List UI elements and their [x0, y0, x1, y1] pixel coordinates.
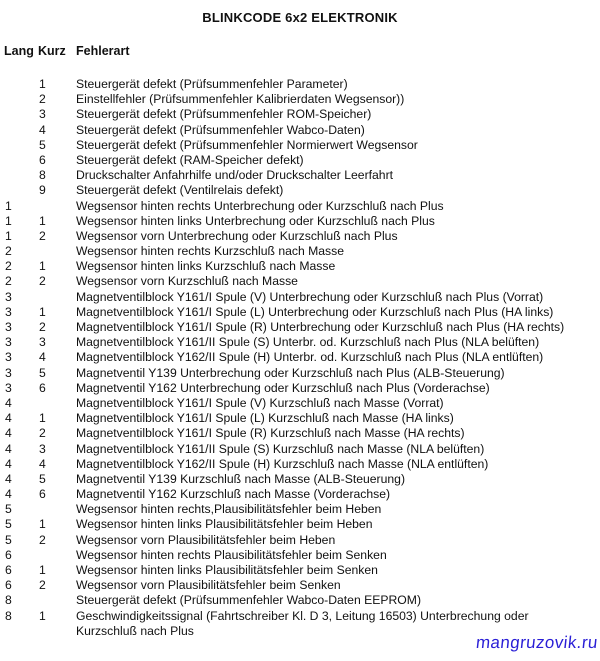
- error-description: Steuergerät defekt (Ventilrelais defekt): [76, 183, 284, 198]
- table-row: [0, 183, 600, 198]
- kurz-code: 6: [39, 380, 46, 395]
- error-description: Magnetventilblock Y161/I Spule (V) Kurzschluß nach Masse (Vorrat): [76, 395, 444, 410]
- kurz-code: 1: [39, 77, 46, 91]
- lang-code: 3: [5, 350, 12, 365]
- table-row: [0, 578, 600, 593]
- table-row: [0, 350, 600, 365]
- table-row: [0, 290, 600, 305]
- kurz-code: 5: [39, 471, 46, 486]
- error-description: Wegsensor hinten rechts,Plausibilitätsfehler beim Heben: [76, 502, 382, 517]
- table-row: [0, 442, 600, 457]
- error-description: Wegsensor hinten links Plausibilitätsfehler beim Senken: [76, 563, 378, 577]
- kurz-code: 4: [39, 456, 46, 471]
- table-row: [0, 92, 600, 107]
- table-row: [0, 502, 600, 517]
- error-description: Magnetventilblock Y161/I Spule (L) Kurzschluß nach Masse (HA links): [76, 411, 454, 426]
- table-row: [0, 274, 600, 289]
- kurz-code: 3: [39, 335, 46, 350]
- lang-code: 4: [5, 456, 12, 471]
- table-row: [0, 335, 600, 350]
- error-description: Magnetventilblock Y161/I Spule (R) Kurzschluß nach Masse (HA rechts): [76, 426, 465, 441]
- kurz-code: 6: [39, 152, 46, 167]
- kurz-code: 1: [39, 259, 46, 274]
- lang-code: 4: [5, 426, 12, 441]
- table-row: [0, 366, 600, 381]
- lang-code: 4: [5, 395, 12, 410]
- table-row: [0, 123, 600, 138]
- kurz-code: 1: [39, 213, 46, 228]
- error-description: Steuergerät defekt (Prüfsummenfehler Normierwert Wegsensor: [76, 137, 418, 152]
- error-description: Wegsensor hinten rechts Plausibilitätsfehler beim Senken: [76, 547, 387, 562]
- header-fehlerart: Fehlerart: [76, 44, 130, 58]
- error-description: Wegsensor vorn Plausibilitätsfehler beim Senken: [76, 578, 341, 593]
- error-description: Magnetventilblock Y161/II Spule (S) Unterbr. od. Kurzschluß nach Plus (NLA belüften): [76, 335, 540, 350]
- table-row: [0, 229, 600, 244]
- kurz-code: 5: [39, 137, 46, 152]
- lang-code: 4: [5, 487, 12, 502]
- kurz-code: 6: [39, 487, 46, 502]
- table-row: [0, 487, 600, 502]
- table-row: [0, 259, 600, 274]
- error-code-table: [0, 77, 600, 639]
- table-row: [0, 320, 600, 335]
- error-description: Wegsensor hinten links Unterbrechung oder Kurzschluß nach Plus: [76, 213, 435, 228]
- table-row: [0, 533, 600, 548]
- lang-code: 3: [5, 289, 12, 304]
- kurz-code: 2: [39, 228, 46, 243]
- kurz-code: 1: [39, 304, 46, 319]
- lang-code: 6: [5, 563, 12, 577]
- error-description: Magnetventil Y139 Unterbrechung oder Kurzschluß nach Plus (ALB-Steuerung): [76, 365, 505, 380]
- header-lang: Lang: [4, 44, 34, 58]
- header-kurz: Kurz: [38, 44, 66, 58]
- error-description: Magnetventil Y162 Unterbrechung oder Kurzschluß nach Plus (Vorderachse): [76, 380, 490, 395]
- page-title: BLINKCODE 6x2 ELEKTRONIK: [202, 10, 398, 25]
- error-description: Steuergerät defekt (RAM-Speicher defekt): [76, 152, 304, 167]
- table-row: [0, 457, 600, 472]
- lang-code: 4: [5, 441, 12, 456]
- error-description: Druckschalter Anfahrhilfe und/oder Druckschalter Leerfahrt: [76, 168, 394, 183]
- lang-code: 2: [5, 274, 12, 289]
- table-row: [0, 168, 600, 183]
- lang-code: 3: [5, 320, 12, 334]
- kurz-code: 2: [39, 274, 46, 289]
- error-description: Magnetventilblock Y161/I Spule (L) Unterbrechung oder Kurzschluß nach Plus (HA links): [76, 304, 554, 319]
- lang-code: 8: [5, 608, 12, 623]
- lang-code: 2: [5, 259, 12, 274]
- error-description: Wegsensor vorn Kurzschluß nach Masse: [76, 274, 298, 289]
- kurz-code: 2: [39, 578, 46, 593]
- error-description: Steuergerät defekt (Prüfsummenfehler Wabco-Daten EEPROM): [76, 593, 421, 608]
- lang-code: 5: [5, 532, 12, 547]
- error-description: Magnetventilblock Y161/I Spule (R) Unterbrechung oder Kurzschluß nach Plus (HA rechts): [76, 320, 565, 334]
- table-row: [0, 411, 600, 426]
- lang-code: 1: [5, 228, 12, 243]
- table-row: [0, 517, 600, 532]
- lang-code: 2: [5, 244, 12, 259]
- error-description: Magnetventil Y162 Kurzschluß nach Masse (Vorderachse): [76, 487, 391, 502]
- kurz-code: 2: [39, 426, 46, 441]
- error-description: Magnetventilblock Y161/II Spule (S) Kurzschluß nach Masse (NLA belüften): [76, 441, 485, 456]
- lang-code: 5: [5, 502, 12, 517]
- lang-code: 6: [5, 547, 12, 562]
- kurz-code: 2: [39, 320, 46, 334]
- kurz-code: 4: [39, 122, 46, 137]
- error-description: Magnetventilblock Y161/I Spule (V) Unterbrechung oder Kurzschluß nach Plus (Vorrat): [76, 289, 544, 304]
- table-row: [0, 472, 600, 487]
- lang-code: 3: [5, 335, 12, 350]
- watermark: mangruzovik.ru: [475, 633, 600, 652]
- error-description: Magnetventilblock Y162/II Spule (H) Unterbr. od. Kurzschluß nach Plus (NLA entlüften): [76, 350, 544, 365]
- error-description: Einstellfehler (Prüfsummenfehler Kalibrierdaten Wegsensor)): [76, 92, 405, 107]
- error-description: Wegsensor hinten links Kurzschluß nach Masse: [76, 259, 336, 274]
- lang-code: 3: [5, 304, 12, 319]
- error-description: Wegsensor hinten links Plausibilitätsfehler beim Heben: [76, 517, 373, 532]
- table-row: [0, 548, 600, 563]
- table-row: [0, 593, 600, 608]
- error-description: Steuergerät defekt (Prüfsummenfehler Wabco-Daten): [76, 122, 365, 137]
- kurz-code: 2: [39, 532, 46, 547]
- kurz-code: 9: [39, 183, 46, 198]
- error-description: Wegsensor hinten rechts Unterbrechung oder Kurzschluß nach Plus: [76, 198, 444, 213]
- error-description: Magnetventil Y139 Kurzschluß nach Masse (ALB-Steuerung): [76, 471, 406, 486]
- table-row: [0, 381, 600, 396]
- kurz-code: 1: [39, 411, 46, 426]
- error-description: Steuergerät defekt (Prüfsummenfehler ROM-Speicher): [76, 107, 372, 122]
- table-row: [0, 153, 600, 168]
- kurz-code: 3: [39, 441, 46, 456]
- lang-code: 1: [5, 198, 12, 213]
- error-description: Magnetventilblock Y162/II Spule (H) Kurzschluß nach Masse (NLA entlüften): [76, 456, 489, 471]
- table-row: [0, 199, 600, 214]
- table-row: [0, 396, 600, 411]
- table-row: [0, 138, 600, 153]
- table-row: [0, 107, 600, 122]
- lang-code: 1: [5, 213, 12, 228]
- error-description: Steuergerät defekt (Prüfsummenfehler Parameter): [76, 77, 348, 91]
- error-description: Wegsensor vorn Unterbrechung oder Kurzschluß nach Plus: [76, 228, 398, 243]
- lang-code: 4: [5, 471, 12, 486]
- error-description: Wegsensor vorn Plausibilitätsfehler beim Heben: [76, 532, 336, 547]
- table-header: [0, 44, 600, 60]
- kurz-code: 1: [39, 517, 46, 532]
- kurz-code: 2: [39, 92, 46, 107]
- kurz-code: 3: [39, 107, 46, 122]
- error-description: Geschwindigkeitssignal (Fahrtschreiber Kl. D 3, Leitung 16503) Unterbrechung oder Kurzschluß nach Plus: [76, 608, 529, 638]
- lang-code: 8: [5, 593, 12, 608]
- lang-code: 3: [5, 380, 12, 395]
- lang-code: 5: [5, 517, 12, 532]
- error-description: Wegsensor hinten rechts Kurzschluß nach Masse: [76, 244, 345, 259]
- kurz-code: 8: [39, 168, 46, 183]
- kurz-code: 1: [39, 563, 46, 577]
- kurz-code: 1: [39, 608, 46, 623]
- table-row: [0, 563, 600, 578]
- lang-code: 3: [5, 365, 12, 380]
- table-row: [0, 77, 600, 92]
- kurz-code: 5: [39, 365, 46, 380]
- table-row: [0, 426, 600, 441]
- lang-code: 6: [5, 578, 12, 593]
- lang-code: 4: [5, 411, 12, 426]
- kurz-code: 4: [39, 350, 46, 365]
- table-row: [0, 214, 600, 229]
- table-row: [0, 244, 600, 259]
- table-row: [0, 305, 600, 320]
